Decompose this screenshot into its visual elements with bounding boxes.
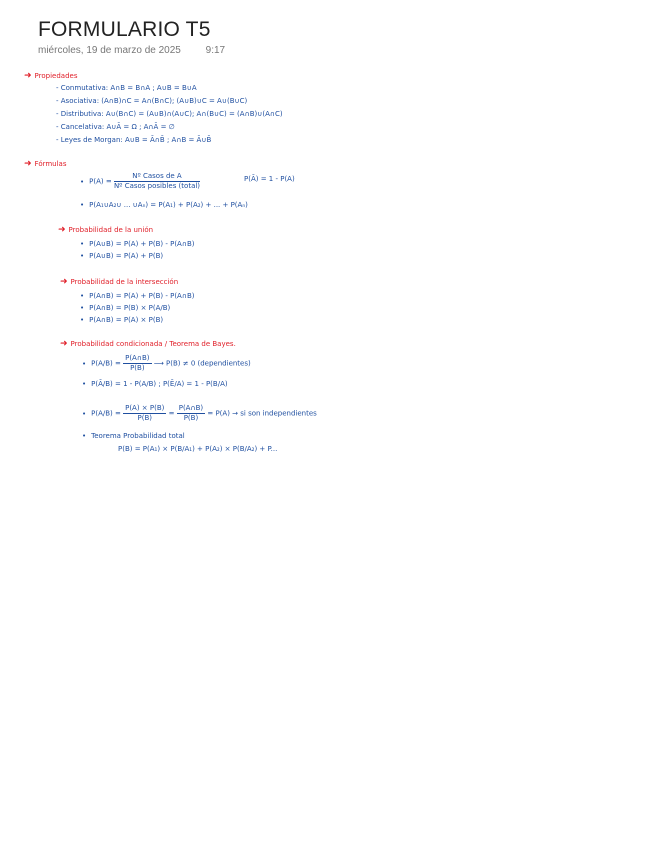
page-time: 9:17 [205,45,226,56]
list-item: • P(A∩B) = P(A) × P(B) [80,316,164,324]
fraction: $\frac{P(A\cap B)}{P(B)}$ [178,404,204,422]
formula-total-probability: P(B) = P(A₁) × P(B/A₁) + P(A₂) × P(B/A₂) + P... [118,445,278,453]
formula-p-complement: P(Ā) = 1 - P(A) [244,175,295,183]
heading-union: ➜ Probabilidad de la unión [58,225,154,235]
heading-propiedades: ➜ Propiedades [24,71,78,81]
arrow-icon: ➜ [60,339,68,349]
arrow-icon: ➜ [24,159,32,169]
page-title: FORMULARIO T5 [38,18,211,41]
arrow-icon: ➜ [58,225,66,235]
list-item: - Conmutativa: A∩B = B∩A ; A∪B = B∪A [56,84,197,92]
fraction: $\frac{P(A) \times P(B)}{P(B)}$ [125,404,165,422]
page-date: miércoles, 19 de marzo de 2025 [38,45,181,56]
heading-total-probability: • Teorema Probabilidad total [82,432,185,440]
list-item: • P(A∪B) = P(A) + P(B) - P(A∩B) [80,240,195,248]
arrow-icon: ➜ [60,277,68,287]
heading-condicionada: ➜ Probabilidad condicionada / Teorema de Bayes. [60,339,236,349]
arrow-right-icon: ⟶ [153,359,164,368]
list-item: • P(A∩B) = P(A) + P(B) - P(A∩B) [80,292,195,300]
page-meta [38,45,225,56]
list-item: - Asociativa: (A∩B)∩C = A∩(B∩C); (A∪B)∪C = A∪(B∪C) [56,97,248,105]
formula-complement-conditional: • P(Ā/B) = 1 - P(A/B) ; P(Ē/A) = 1 - P(B/A) [82,380,228,388]
arrow-icon: ➜ [24,71,32,81]
list-item: • P(A∪B) = P(A) + P(B) [80,252,164,260]
heading-formulas: ➜ Fórmulas [24,159,67,169]
fraction: $\frac{\text{Nº Casos de A}}{\text{Nº Casos posibles (total)}}$ [113,172,201,190]
list-item: • P(A∩B) = P(B) × P(A/B) [80,304,171,312]
list-item: - Distributiva: A∪(B∩C) = (A∪B)∩(A∪C); A∩(B∪C) = (A∩B)∪(A∩C) [56,110,283,118]
fraction: $\frac{P(A\cap B)}{P(B)}$ [125,354,150,372]
formula-independence: • P(A/B) = $\frac{P(A) \times P(B)}{P(B)}$ = $\frac{P(A\cap B)}{P(B)}$ = P(A) → si son independientes [82,404,317,422]
list-item: - Leyes de Morgan: A∪B = Ā∩B̄ ; A∩B = Ā∪B̄ [56,136,212,144]
formula-p-union-many: • P(A₁∪A₂∪ ... ∪Aₙ) = P(A₁) + P(A₂) + ... + P(Aₙ) [80,201,248,209]
heading-interseccion: ➜ Probabilidad de la intersección [60,277,179,287]
formula-p-a: • P(A) = $\frac{\text{Nº Casos de A}}{\text{Nº Casos posibles (total)}}$ [80,172,201,190]
formula-conditional: • P(A/B) = $\frac{P(A\cap B)}{P(B)}$ ⟶ P(B) ≠ 0 (dependientes) [82,354,251,372]
list-item: - Cancelativa: A∪Ā = Ω ; A∩Ā = ∅ [56,123,175,131]
